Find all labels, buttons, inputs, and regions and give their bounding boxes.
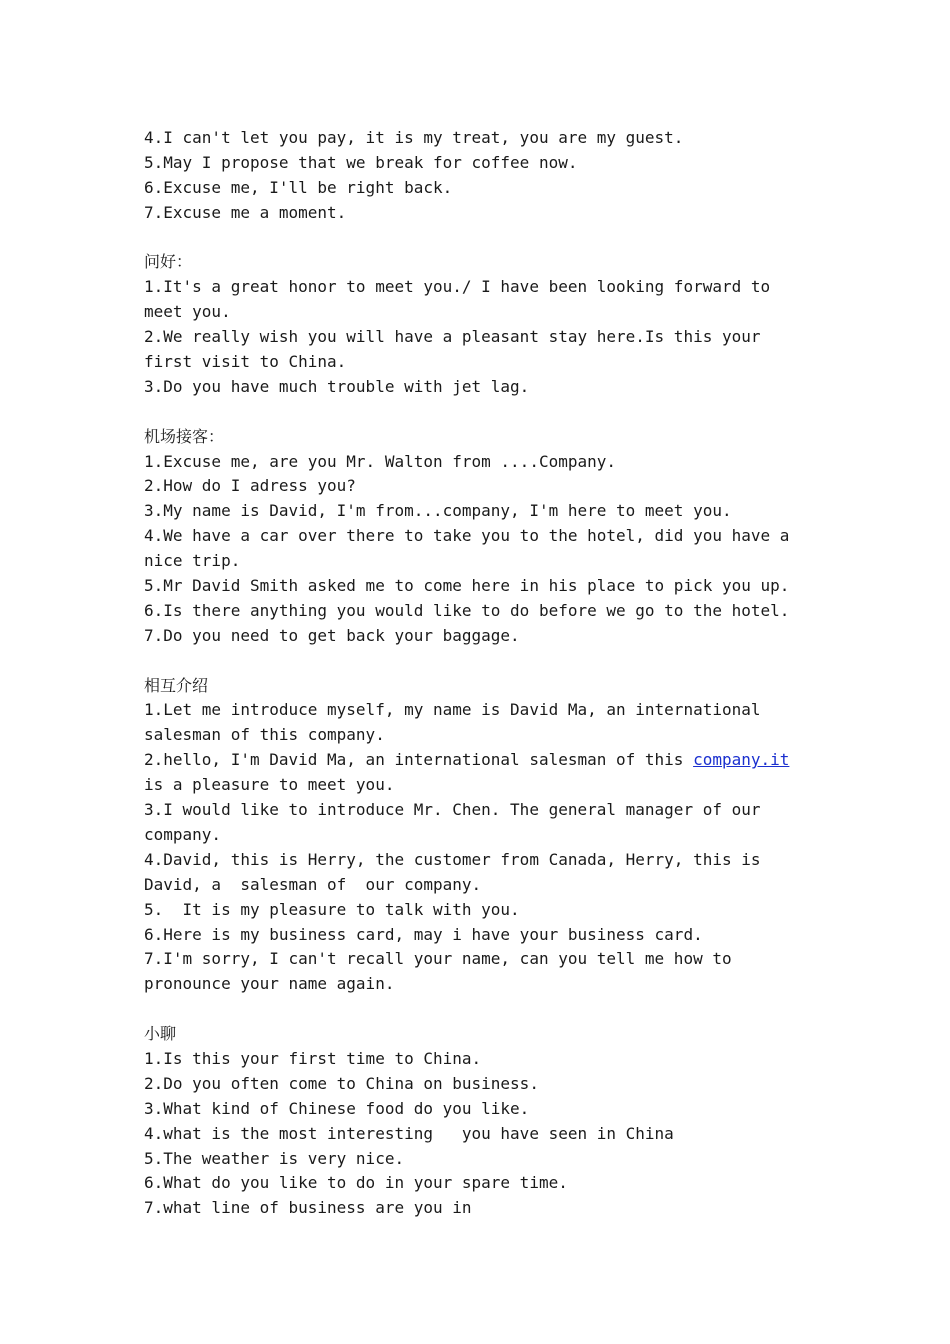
spacer [144, 649, 804, 674]
text-line: 1.It's a great honor to meet you./ I have been looking forward to [144, 277, 771, 297]
text-line: 5. It is my pleasure to talk with you. [144, 899, 520, 919]
text-line: company. [144, 824, 222, 844]
text-line: 2.Do you often come to China on business. [144, 1073, 539, 1093]
spacer [144, 400, 804, 425]
text-line: 2.We really wish you will have a pleasant stay here.Is this your [144, 327, 761, 347]
text-line: 4.what is the most interesting you have seen in China [144, 1123, 674, 1143]
text-line: 1.Let me introduce myself, my name is David Ma, an international [144, 700, 761, 720]
text-line: 6.Excuse me, I'll be right back. [144, 177, 453, 197]
section-greeting [144, 250, 804, 399]
section-heading: 机场接客： [144, 426, 225, 446]
text-line: 5.May I propose that we break for coffee now. [144, 152, 578, 172]
section-introductions [144, 674, 804, 998]
text-line: nice trip. [144, 551, 241, 571]
section-airport [144, 425, 804, 649]
text-line: David, a salesman of our company. [144, 874, 482, 894]
text-line: 1.Excuse me, are you Mr. Walton from ....Company. [144, 451, 617, 471]
text-line-prefix: 2.hello, I'm David Ma, an international salesman of this [144, 750, 694, 770]
text-line: 6.What do you like to do in your spare time. [144, 1173, 568, 1193]
text-line: 4.David, this is Herry, the customer from Canada, Herry, this is [144, 849, 761, 869]
text-line: 4.We have a car over there to take you to the hotel, did you have a [144, 526, 790, 546]
text-line: pronounce your name again. [144, 974, 395, 994]
text-line: 5.Mr David Smith asked me to come here in his place to pick you up. [144, 576, 790, 596]
text-line: 5.The weather is very nice. [144, 1148, 405, 1168]
text-line: 6.Here is my business card, may i have your business card. [144, 924, 703, 944]
text-line: first visit to China. [144, 352, 347, 372]
document-page [144, 126, 804, 1221]
section-smalltalk [144, 1022, 804, 1221]
text-line: meet you. [144, 302, 231, 322]
text-line: 3.Do you have much trouble with jet lag. [144, 376, 530, 396]
section-heading: 小聊 [144, 1024, 177, 1044]
section-heading: 问好： [144, 252, 193, 272]
text-line-with-link [144, 748, 804, 773]
text-line: is a pleasure to meet you. [144, 775, 395, 795]
text-line: 3.My name is David, I'm from...company, I'm here to meet you. [144, 501, 732, 521]
company-link[interactable]: company.it [693, 750, 790, 770]
text-line: 7.Excuse me a moment. [144, 202, 347, 222]
text-line: 7.I'm sorry, I can't recall your name, can you tell me how to [144, 949, 732, 969]
section-continuation [144, 126, 804, 226]
spacer [144, 226, 804, 251]
text-line: 3.I would like to introduce Mr. Chen. The general manager of our [144, 800, 761, 820]
text-line: salesman of this company. [144, 725, 385, 745]
text-line: 2.How do I adress you? [144, 476, 356, 496]
text-line: 4.I can't let you pay, it is my treat, you are my guest. [144, 128, 684, 147]
section-heading: 相互介绍 [144, 675, 209, 695]
spacer [144, 997, 804, 1022]
text-line: 3.What kind of Chinese food do you like. [144, 1098, 530, 1118]
text-line: 6.Is there anything you would like to do before we go to the hotel. [144, 600, 790, 620]
text-line: 7.Do you need to get back your baggage. [144, 625, 520, 645]
text-line: 1.Is this your first time to China. [144, 1048, 482, 1068]
text-line: 7.what line of business are you in [144, 1198, 472, 1218]
